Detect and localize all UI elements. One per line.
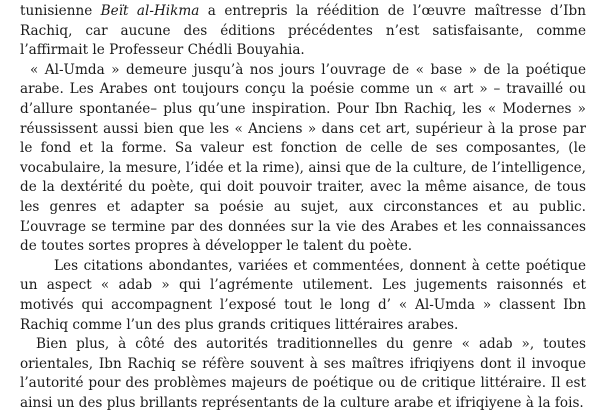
paragraph-2: « Al-Umda » demeure jusqu’à nos jours l’ouvrage de « base » de la poétique arabe. Les Arabes ont toujours conçu la poésie comme un « art » – travaillé ou d’allure spontanée– plus qu’une inspiration. Pour Ibn Rachiq, les « Modernes » réussissent aussi bien que les « Anciens » dans cet art, supérieur à la prose par le fond et la forme. Sa valeur est fonction de celle de ses composantes, (le vocabulaire, la mesure, l’idée et la rime), ainsi que de la culture, de l’intelligence, de la dextérité du poète, qui doit pouvoir traiter, avec la même aisance, de tous les genres et adapter sa poésie au sujet, aux circonstances et au public. L’ouvrage se termine par des données sur la vie des Arabes et les connaissances de toutes sortes propres à développer le talent du poète.	[20, 61, 586, 255]
paragraph-3: Les citations abondantes, variées et commentées, donnent à cette poétique un aspect « adab » qui l’agrémente utilement. Les jugements raisonnés et motivés qui accompagnent l’exposé tout le long d’ « Al-Umda » classent Ibn Rachiq comme l’un des plus grands critiques littéraires arabes.	[20, 257, 586, 333]
paragraph-1-after: a entrepris la réédition de l’œuvre maîtresse d’Ibn Rachiq, car aucune des éditions précédentes n’est satisfaisante, comme l’affirmait le Professeur Chédli Bouyahia.	[20, 3, 586, 59]
paragraph-4: Bien plus, à côté des autorités traditionnelles du genre « adab », toutes orientales, Ibn Rachiq se réfère souvent à ses maîtres ifriqiyens dont il invoque l’autorité pour des problèmes majeurs de poétique ou de critique littéraire. Il est ainsi un des plus brillants représentants de la culture arabe et ifriqiyene à la fois.	[20, 336, 586, 411]
institution-name: Beït al-Hikma	[100, 3, 200, 19]
paragraph-1	[20, 2, 586, 61]
paragraph-1-before: tunisienne	[20, 3, 101, 19]
